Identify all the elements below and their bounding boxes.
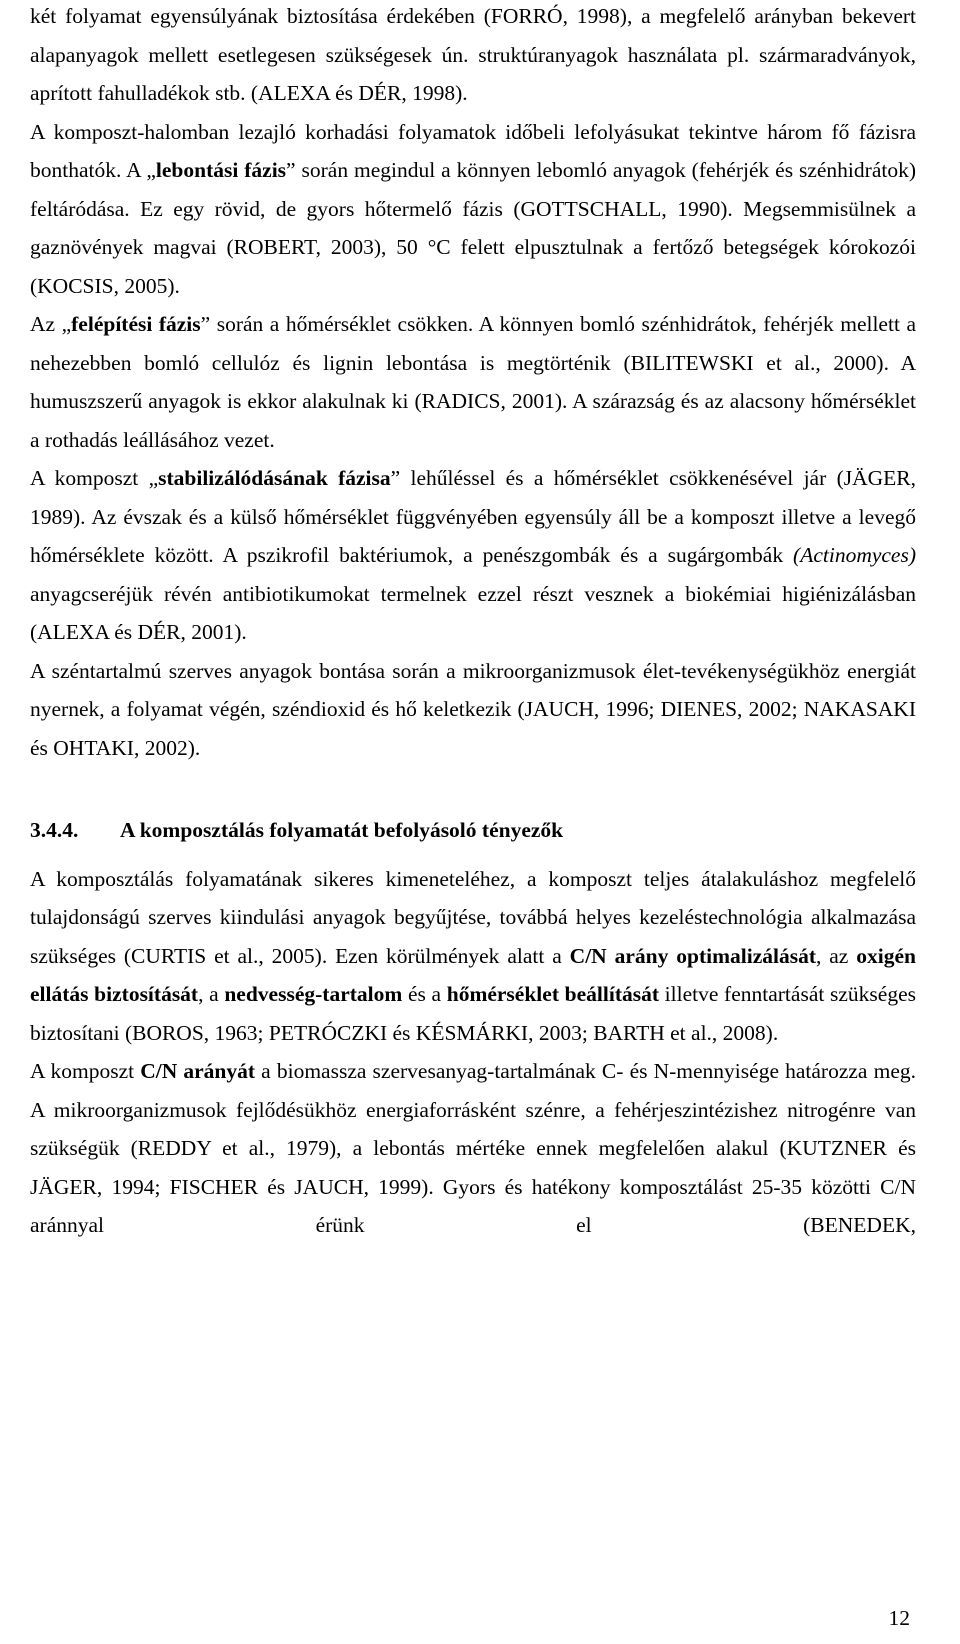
paragraph-composting-factors: A komposztálás folyamatának sikeres kimeneteléhez, a komposzt teljes átalakuláshoz megfelelő tulajdonságú szerves kiindulási anyagok begyűjtése, továbbá helyes kezeléstechnológia alkalmazása szükséges (CURTIS et al., 2005). Ezen körülmények alatt a C/N arány optimalizálását, az oxigén ellátás biztosítását, a nedvesség-tartalom és a hőmérséklet beállítását illetve fenntartását szükséges biztosítani (BOROS, 1963; PETRÓCZKI és KÉSMÁRKI, 2003; BARTH et al., 2008). bbox=[30, 866, 916, 1045]
term-cn-ratio: C/N arányát bbox=[140, 1059, 256, 1083]
paragraph-stabilization-phase: A komposzt „stabilizálódásának fázisa” lehűléssel és a hőmérséklet csökkenésével jár (JÄGER, 1989). Az évszak és a külső hőmérséklet függvényében egyensúly áll be a komposzt illetve a levegő hőmérséklete között. A pszikrofil baktériumok, a penészgombák és a sugárgombák (Actinomyces) anyagcseréjük révén antibiotikumokat termelnek ezzel részt vesznek a biokémiai higiénizálásban (ALEXA és DÉR, 2001). bbox=[30, 466, 916, 644]
document-page bbox=[30, 0, 916, 1245]
term-oxygen-supply: oxigén ellátás biztosítását bbox=[30, 943, 916, 1006]
section-title: A komposztálás folyamatát befolyásoló tényezők bbox=[120, 818, 564, 842]
section-number: 3.4.4. bbox=[30, 818, 79, 842]
term-cn-ratio-optimization: C/N arány optimalizálását bbox=[569, 943, 816, 968]
paragraph-decomposition-phase: A komposzt-halomban lezajló korhadási folyamatok időbeli lefolyásukat tekintve három fő fázisra bonthatók. A „lebontási fázis” során megindul a könnyen lebomló anyagok (fehérjék és szénhidrátok) feltáródása. Ez egy rövid, de gyors hőtermelő fázis (GOTTSCHALL, 1990). Megsemmisülnek a gaznövények magvai (ROBERT, 2003), 50 °C felett elpusztulnak a fertőző betegségek kórokozói (KOCSIS, 2005). bbox=[30, 119, 916, 298]
term-buildup-phase: felépítési fázis bbox=[71, 312, 201, 336]
term-actinomyces: (Actinomyces) bbox=[793, 543, 916, 567]
paragraph-buildup-phase: Az „felépítési fázis” során a hőmérséklet csökken. A könnyen bomló szénhidrátok, fehérjék mellett a nehezebben bomló cellulóz és lignin lebontása is megtörténik (BILITEWSKI et al., 2000). A humuszszerű anyagok is ekkor alakulnak ki (RADICS, 2001). A szárazság és az alacsony hőmérséklet a rothadás leállásához vezet. bbox=[30, 312, 916, 452]
page-number: 12 bbox=[888, 1606, 910, 1630]
paragraph-structural-materials: két folyamat egyensúlyának biztosítása érdekében (FORRÓ, 1998), a megfelelő arányban bekevert alapanyagok mellett esetlegesen szükségesek ún. struktúranyagok használata pl. szármaradványok, aprított fahulladékok stb. (ALEXA és DÉR, 1998). bbox=[30, 4, 916, 105]
paragraph-cn-ratio: A komposzt C/N arányát a biomassza szervesanyag-tartalmának C- és N-mennyisége határozza meg. A mikroorganizmusok fejlődésükhöz energiaforrásként szénre, a fehérjeszintézishez nitrogénre van szükségük (REDDY et al., 1979), a lebontás mértéke ennek megfelelően alakul (KUTZNER és JÄGER, 1994; FISCHER és JAUCH, 1999). Gyors és hatékony komposztálást 25-35 közötti C/N aránnyal érünk el (BENEDEK, bbox=[30, 1059, 916, 1237]
term-moisture-content: nedvesség-tartalom bbox=[224, 982, 403, 1006]
term-temperature-setting: hőmérséklet beállítását bbox=[446, 982, 659, 1006]
section-heading bbox=[30, 811, 916, 850]
term-decomposition-phase: lebontási fázis bbox=[155, 158, 287, 182]
paragraph-carbon-decomposition: A széntartalmú szerves anyagok bontása során a mikroorganizmusok élet-tevékenységükhöz energiát nyernek, a folyamat végén, széndioxid és hő keletkezik (JAUCH, 1996; DIENES, 2002; NAKASAKI és OHTAKI, 2002). bbox=[30, 658, 916, 760]
term-stabilization-phase: stabilizálódásának fázisa bbox=[158, 466, 391, 490]
